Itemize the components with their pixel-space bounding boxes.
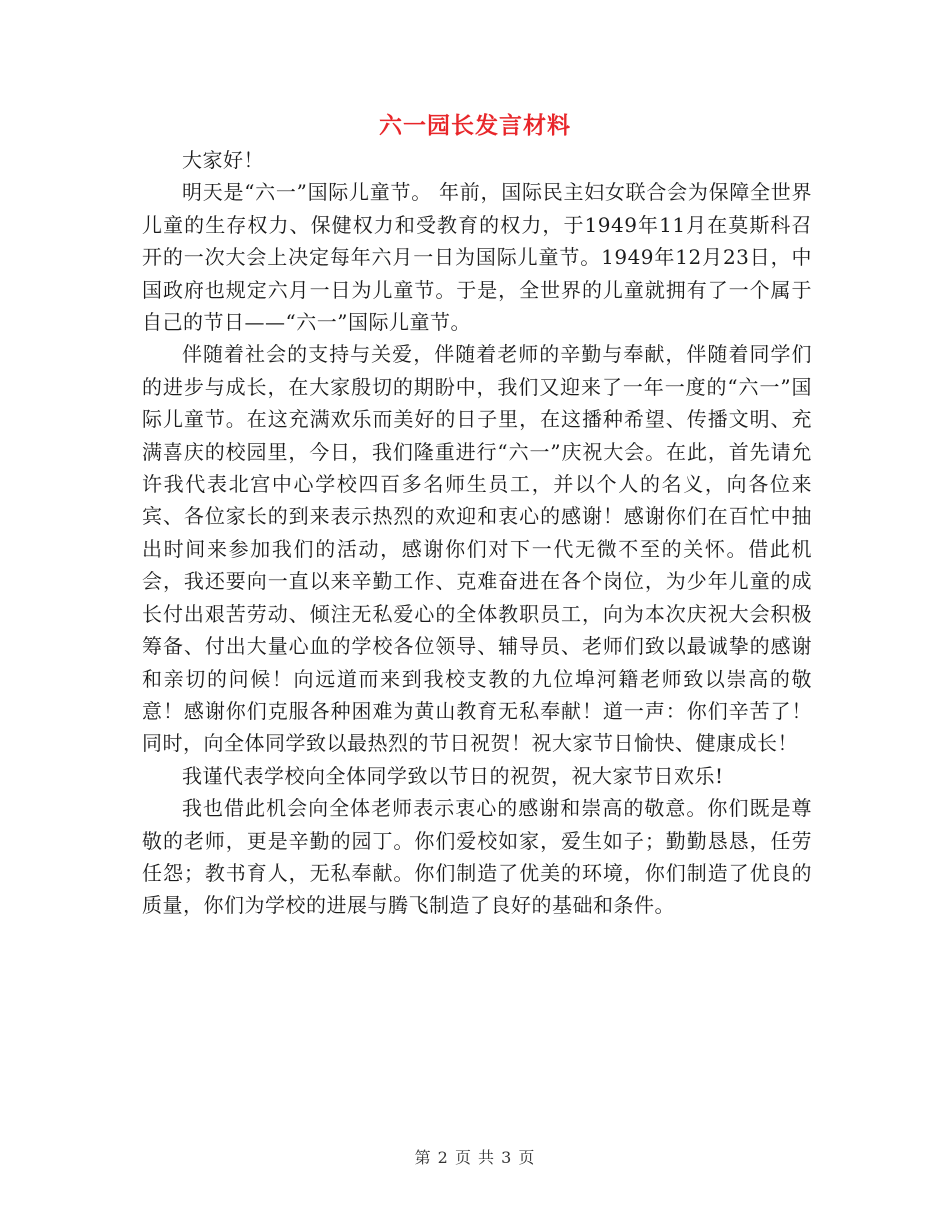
paragraph-teachers: 我也借此机会向全体老师表示衷心的感谢和崇高的敬意。你们既是尊敬的老师，更是辛勤的园丁。你们爱校如家，爱生如子；勤勤恳恳，任劳任怨；教书育人，无私奉献。你们制造了优美的环境，你们制造了优良的质量，你们为学校的进展与腾飞制造了良好的基础和条件。 <box>142 796 812 918</box>
paragraph-blessing: 我谨代表学校向全体同学致以节日的祝贺，祝大家节日欢乐! <box>182 763 724 788</box>
paragraph-history: 明天是“六一”国际儿童节。 年前，国际民主妇女联合会为保障全世界儿童的生存权力、保健权力和受教育的权力，于1949年11月在莫斯科召开的一次大会上决定每年六月一日为国际儿童节。1949年12月23日，中国政府也规定六月一日为儿童节。于是，全世界的儿童就拥有了一个属于自己的节日——“六一”国际儿童节。 <box>142 180 812 335</box>
paragraph-thanks: 伴随着社会的支持与关爱，伴随着老师的辛勤与奉献，伴随着同学们的进步与成长，在大家殷切的期盼中，我们又迎来了一年一度的“六一”国际儿童节。在这充满欢乐而美好的日子里，在这播种希望、传播文明、充满喜庆的校园里，今日，我们隆重进行“六一”庆祝大会。在此，首先请允许我代表北宫中心学校四百多名师生员工，并以个人的名义，向各位来宾、各位家长的到来表示热烈的欢迎和衷心的感谢！感谢你们在百忙中抽出时间来参加我们的活动，感谢你们对下一代无微不至的关怀。借此机会，我还要向一直以来辛勤工作、克难奋进在各个岗位，为少年儿童的成长付出艰苦劳动、倾注无私爱心的全体教职员工，向为本次庆祝大会积极筹备、付出大量心血的学校各位领导、辅导员、老师们致以最诚挚的感谢和亲切的问候！向远道而来到我校支教的九位埠河籍老师致以崇高的敬意！感谢你们克服各种困难为黄山教育无私奉献！道一声：你们辛苦了！同时，向全体同学致以最热烈的节日祝贺！祝大家节日愉快、健康成长！ <box>142 342 812 756</box>
document-body <box>142 144 812 922</box>
paragraph-greeting: 大家好！ <box>182 148 264 172</box>
document-title: 六一园长发言材料 <box>379 112 571 139</box>
page-number-footer: 第 2 页 共 3 页 <box>414 1148 536 1167</box>
